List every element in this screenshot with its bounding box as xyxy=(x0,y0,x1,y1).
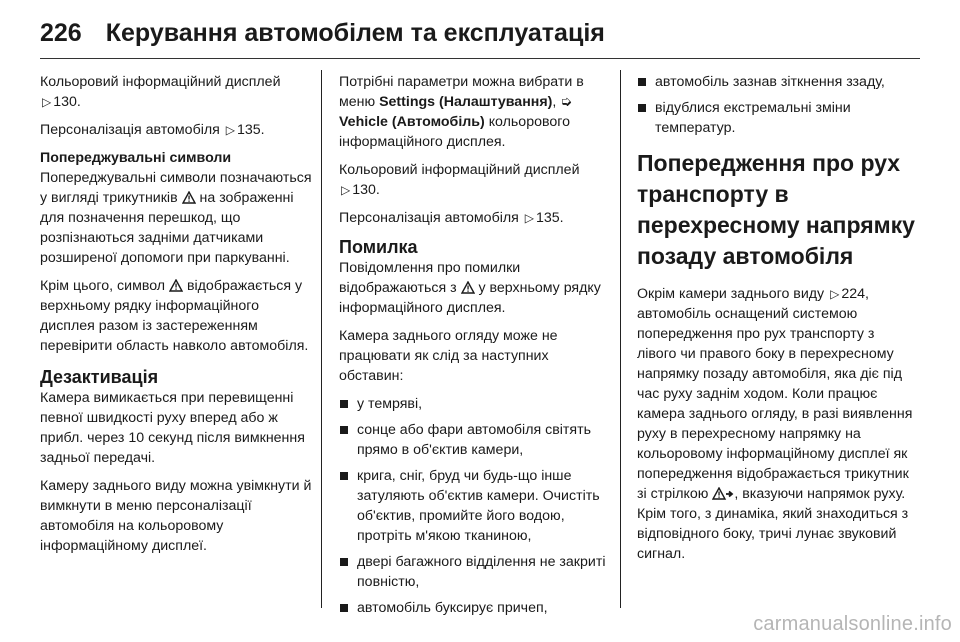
header-rule xyxy=(40,58,920,59)
bullet-icon xyxy=(340,400,348,408)
page-ref-icon: ▷ xyxy=(42,95,52,109)
watermark: carmanualsonline.info xyxy=(753,613,952,635)
section-heading: Попереджувальні символи xyxy=(40,150,232,166)
page-ref-icon: ▷ xyxy=(524,211,534,225)
section-heading: Попередження про рух транспорту в перехресному напрямку позаду автомобіля xyxy=(637,150,915,269)
bullet-icon xyxy=(340,472,348,480)
list-item: у темряві, xyxy=(339,394,611,414)
menu-arrow-icon: ➭ xyxy=(560,94,573,110)
list-item: крига, сніг, бруд чи будь-що інше затуляють об'єктив камери. Очистіть об'єктив, промийте його водою, протріть м'якою тканиною, xyxy=(339,466,611,546)
bullet-icon xyxy=(638,104,646,112)
list-item: сонце або фари автомобіля світять прямо в об'єктив камери, xyxy=(339,420,611,460)
menu-settings: Settings (Налаштування) xyxy=(379,94,553,110)
paragraph: Окрім камери заднього виду ▷ 224, автомобіль оснащений системою попередження про рух транспорту з лівого чи правого боку в перехресному напрямку позаду автомобіля, яка діє під час руху заднім ходом. Коли працює камера заднього огляду, в разі виявлення руху в перехресному напрямку на кольоровому інформаційному дисплеї як попередження відображається трикутник зі стрілкою , вказуючи напрямок руху. Крім того, з динаміка, який знаходиться з відповідного боку, тричі лунає звуковий сигнал. xyxy=(637,286,913,562)
column-2 xyxy=(339,72,611,624)
paragraph: Персоналізація автомобіля ▷ 135. xyxy=(40,122,265,138)
paragraph: Повідомлення про помилки відображаються з у верхньому рядку інформаційного дисплея. xyxy=(339,260,601,316)
bullet-list xyxy=(339,394,611,618)
list-item: автомобіль зазнав зіткнення ззаду, xyxy=(637,72,917,92)
paragraph: Крім цього, символ відображається у верхньому рядку інформаційного дисплея разом із застереженням перевірити область навколо автомобіля. xyxy=(40,278,309,354)
warning-triangle-icon xyxy=(461,281,475,294)
bullet-icon xyxy=(340,426,348,434)
page-ref-link[interactable]: 224, xyxy=(841,286,869,302)
column-3 xyxy=(637,72,917,572)
bullet-list xyxy=(637,72,917,138)
list-item: двері багажного відділення не закриті повністю, xyxy=(339,552,611,592)
paragraph: Камеру заднього виду можна увімкнути й вимкнути в меню персоналізації автомобіля на кольоровому інформаційному дисплеї. xyxy=(40,478,312,554)
paragraph: Кольоровий інформаційний дисплей ▷ 130. xyxy=(40,74,281,110)
warning-triangle-icon xyxy=(182,191,196,204)
bullet-icon xyxy=(340,604,348,612)
page-ref-link[interactable]: 135. xyxy=(536,210,564,226)
paragraph: Попереджувальні символи позначаються у вигляді трикутників на зображенні для позначення перешкод, що розпізнаються задніми датчиками розширеної допомоги при паркуванні. xyxy=(40,170,312,266)
page-ref-link[interactable]: 135. xyxy=(237,122,265,138)
paragraph: Камера заднього огляду може не працювати як слід за наступних обставин: xyxy=(339,328,558,384)
paragraph: Потрібні параметри можна вибрати в меню Settings (Налаштування), ➭ Vehicle (Автомобіль) кольорового інформаційного дисплея. xyxy=(339,74,584,150)
page-ref-link[interactable]: 130. xyxy=(53,94,81,110)
section-heading: Дезактивація xyxy=(40,367,159,387)
page-ref-icon: ▷ xyxy=(830,287,840,301)
page-ref-link[interactable]: 130. xyxy=(352,182,380,198)
page-header xyxy=(40,10,920,56)
paragraph: Камера вимикається при перевищенні певної швидкості руху вперед або ж прибл. через 10 секунд після вимкнення задньої передачі. xyxy=(40,390,305,466)
page-ref-icon: ▷ xyxy=(341,183,351,197)
bullet-icon xyxy=(638,78,646,86)
section-heading: Помилка xyxy=(339,237,418,257)
warning-triangle-icon xyxy=(169,279,183,292)
paragraph: Кольоровий інформаційний дисплей ▷ 130. xyxy=(339,162,580,198)
column-divider xyxy=(321,70,322,608)
paragraph: Персоналізація автомобіля ▷ 135. xyxy=(339,210,564,226)
page-title: Керування автомобілем та експлуатація xyxy=(105,18,605,47)
warning-triangle-arrow-icon xyxy=(712,487,734,500)
menu-vehicle: Vehicle (Автомобіль) xyxy=(339,114,485,130)
list-item: відублися екстремальні зміни температур. xyxy=(637,98,917,138)
bullet-icon xyxy=(340,558,348,566)
column-1 xyxy=(40,72,314,564)
column-divider xyxy=(620,70,621,608)
page-number: 226 xyxy=(40,18,82,47)
list-item: автомобіль буксирує причеп, xyxy=(339,598,611,618)
page-ref-icon: ▷ xyxy=(225,123,235,137)
